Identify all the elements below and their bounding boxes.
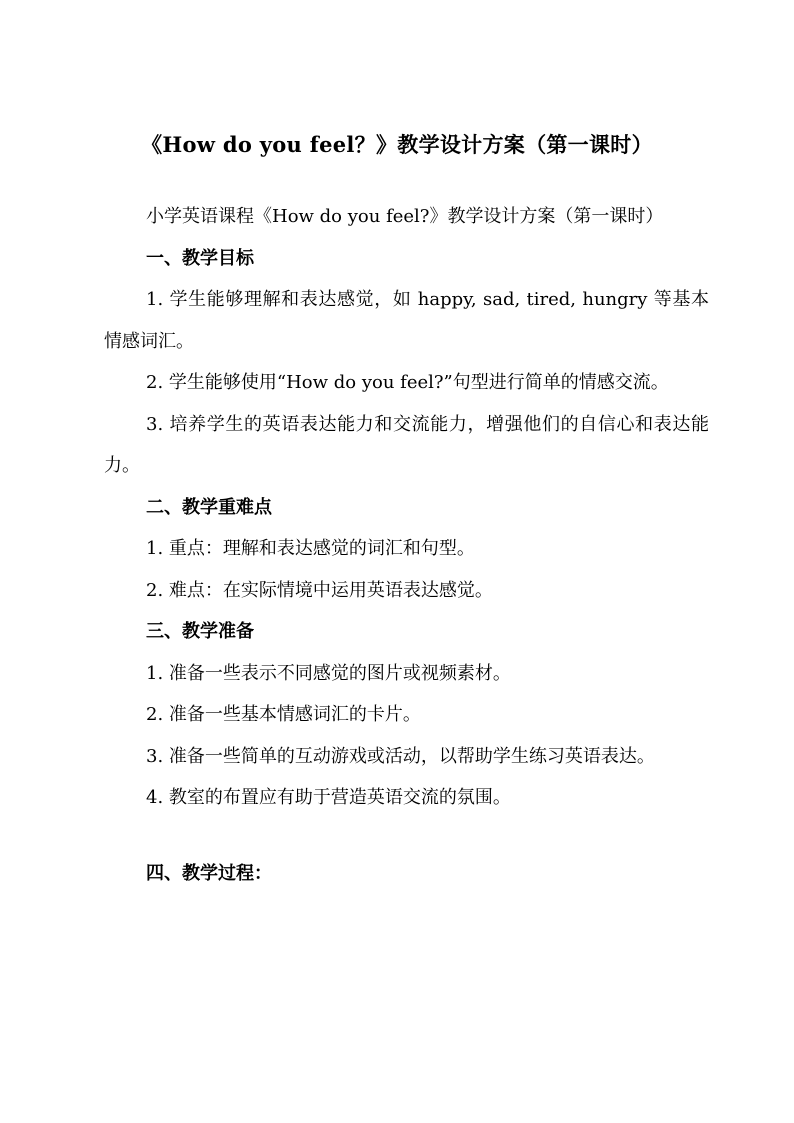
section-heading-process: 四、教学过程： — [146, 862, 272, 884]
document-title: 《How do you feel？》教学设计方案（第一课时） — [141, 132, 653, 157]
document-body — [104, 196, 709, 894]
intro-paragraph: 小学英语课程《How do you feel?》教学设计方案（第一课时） — [146, 206, 664, 227]
section-heading-preparation: 三、教学准备 — [146, 621, 254, 642]
preparation-item-1: 1. 准备一些表示不同感觉的图片或视频素材。 — [146, 662, 511, 684]
section-heading-objectives: 一、教学目标 — [146, 247, 254, 269]
preparation-item-4: 4. 教室的布置应有助于营造英语交流的氛围。 — [146, 787, 511, 808]
objective-item-1: 1. 学生能够理解和表达感觉，如 happy, sad, tired, hungry 等基本情感词汇。 — [104, 289, 709, 352]
objective-item-2: 2. 学生能够使用“How do you feel?”句型进行简单的情感交流。 — [146, 372, 669, 393]
objective-item-3: 3. 培养学生的英语表达能力和交流能力，增强他们的自信心和表达能力。 — [104, 413, 709, 476]
preparation-item-3: 3. 准备一些简单的互动游戏或活动，以帮助学生练习英语表达。 — [146, 745, 655, 767]
key-point-item-1: 1. 重点：理解和表达感觉的词汇和句型。 — [146, 538, 475, 559]
section-spacer — [104, 819, 709, 853]
section-heading-key-points: 二、教学重难点 — [146, 496, 272, 518]
key-point-item-2: 2. 难点：在实际情境中运用英语表达感觉。 — [146, 579, 493, 601]
preparation-item-2: 2. 准备一些基本情感词汇的卡片。 — [146, 704, 421, 725]
